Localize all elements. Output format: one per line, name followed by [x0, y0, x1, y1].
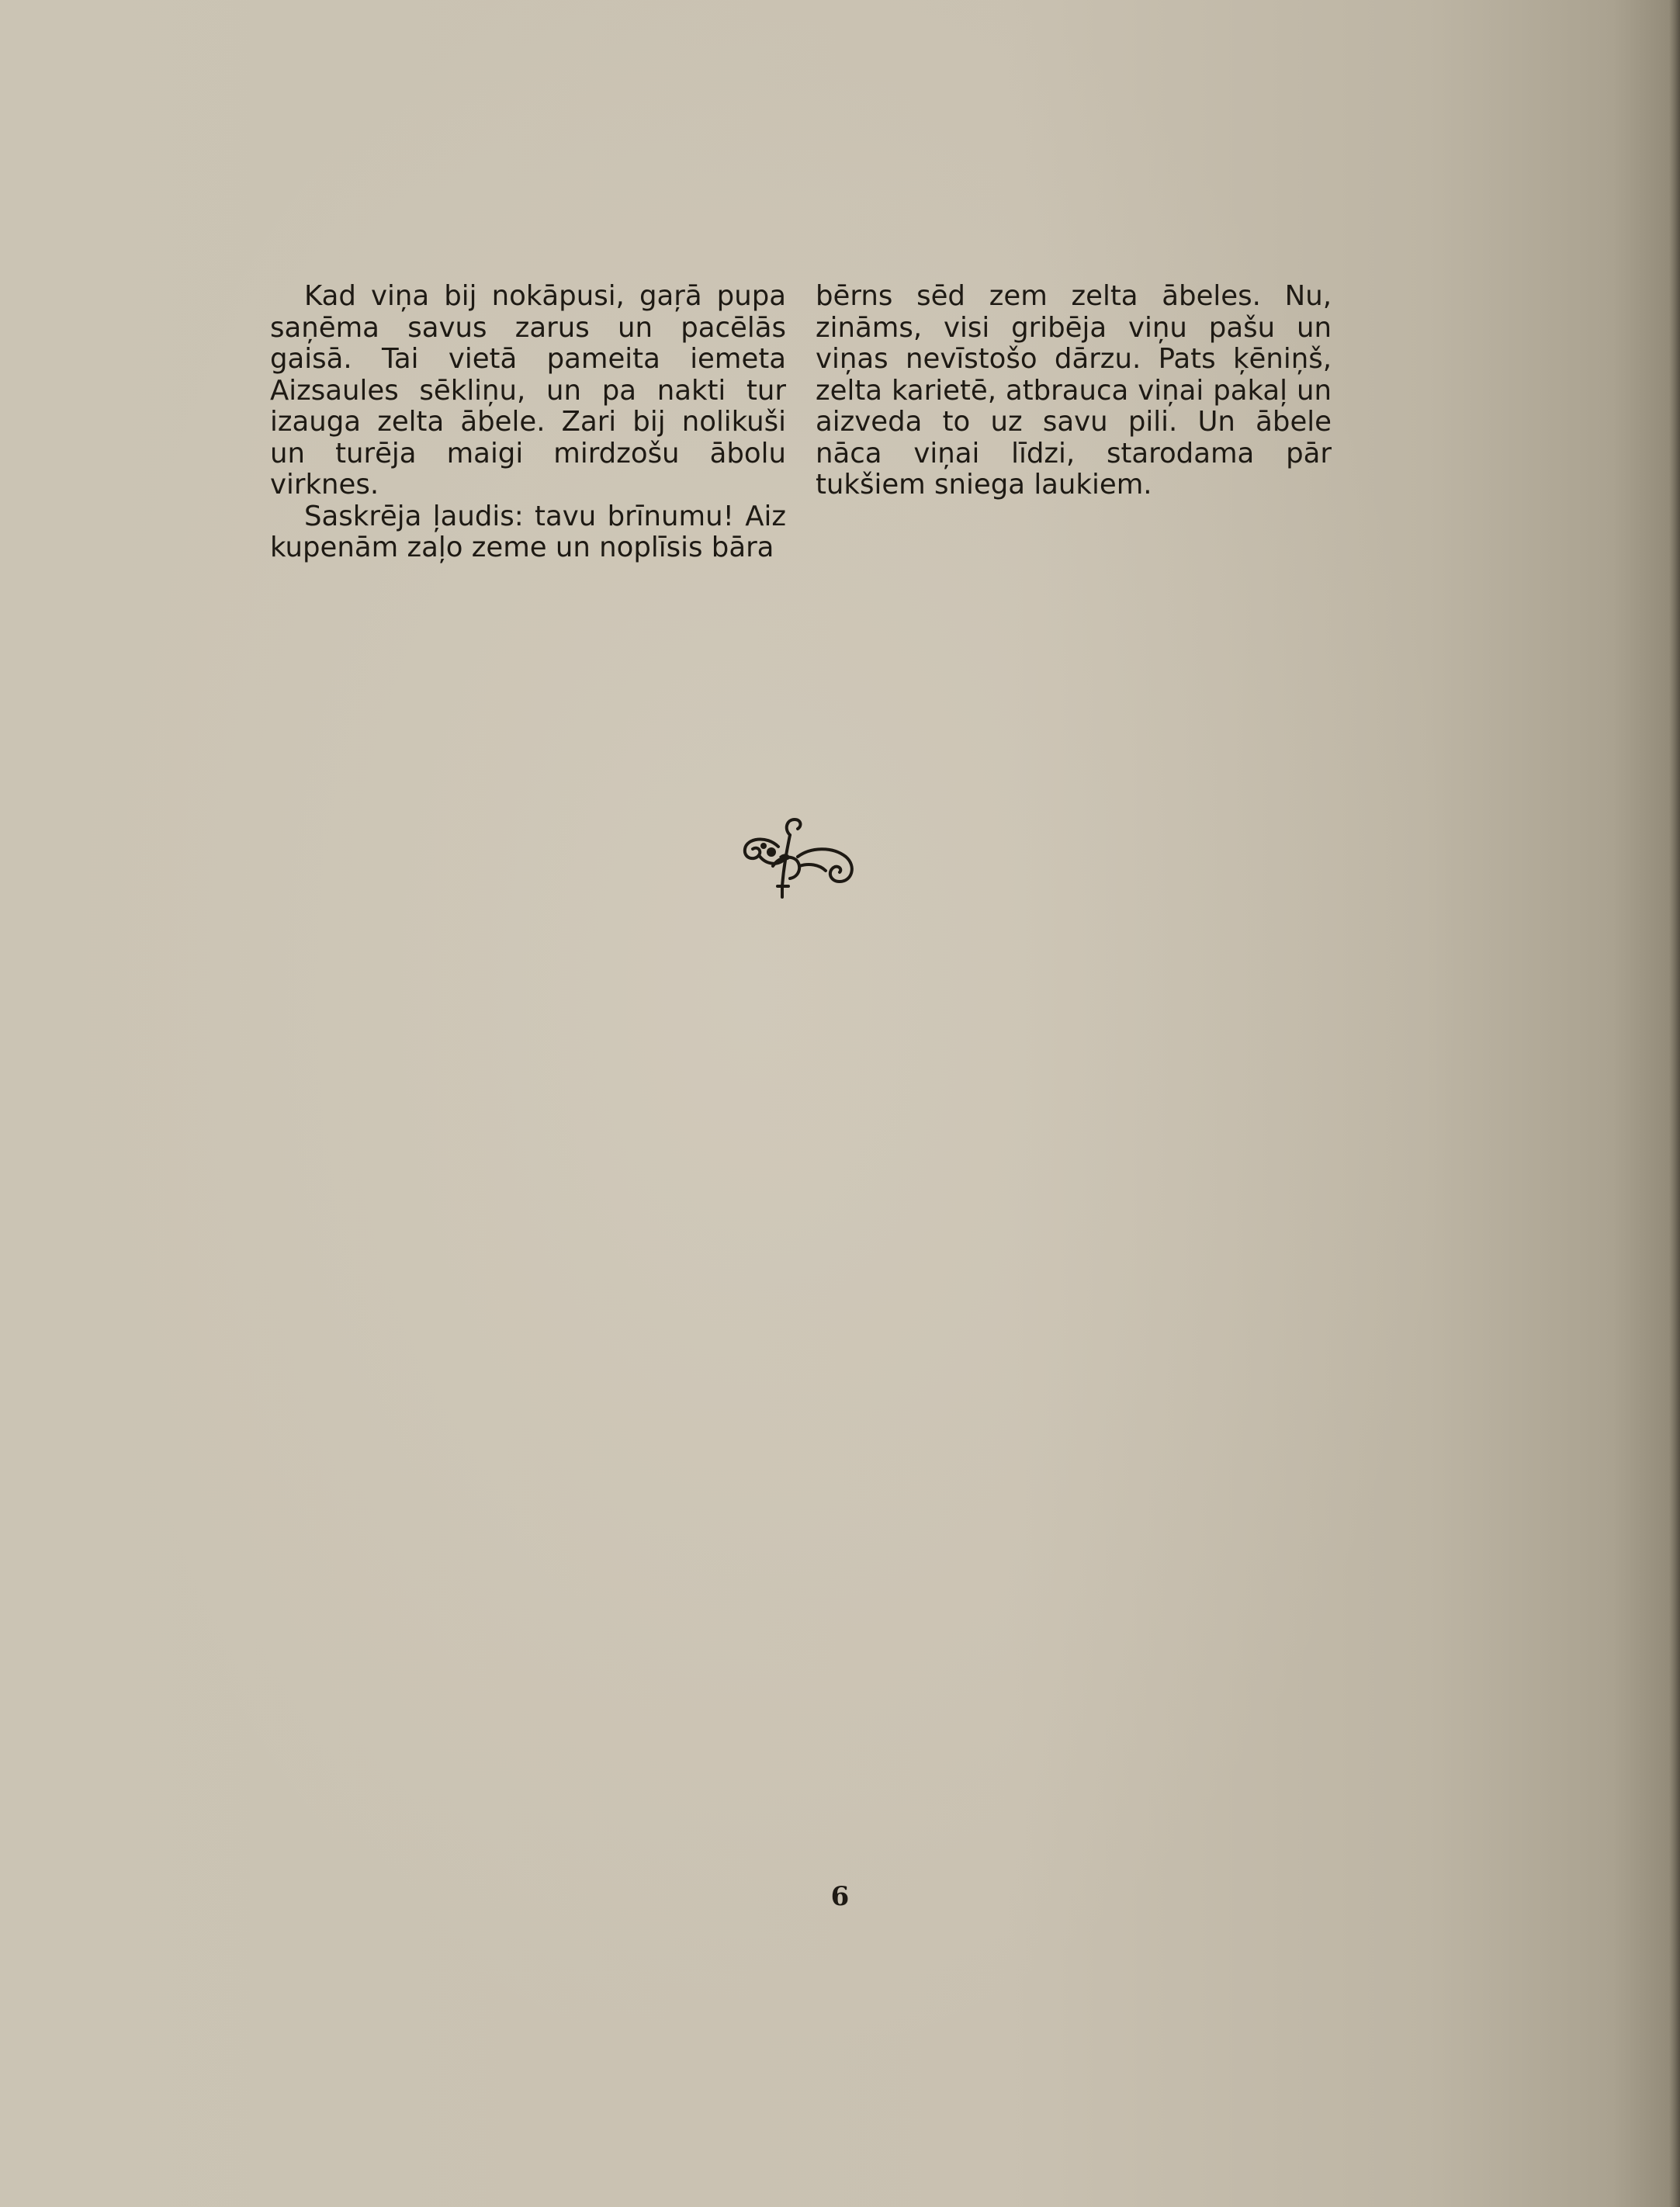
paragraph: Kad viņa bij nokāpusi, gaŗā pupa saņēma savus zarus un pacēlās gaisā. Tai vietā pameita iemeta Aizsaules sēkliņu, un pa nakti tur izauga zelta ābele. Zari bij nolikuši un turēja maigi mirdzošu ābolu virknes.: [270, 280, 786, 501]
floral-vignette-icon: [736, 812, 860, 909]
paragraph: Saskrēja ļaudis: tavu brīnumu! Aiz kupenām zaļo zeme un noplīsis bāra: [270, 500, 786, 563]
text-column-right: [816, 281, 1332, 501]
page-edge-shadow: [1669, 0, 1680, 2207]
page-number: 6: [830, 1881, 850, 1912]
paragraph: bērns sēd zem zelta ābeles. Nu, zināms, visi gribēja viņu pašu un viņas nevīstošo dārzu. Pats ķēniņš, zelta karietē, atbrauca viņai pakaļ un aizveda to uz savu pili. Un ābele nāca viņai līdzi, starodama pār tukšiem sniega laukiem.: [816, 280, 1332, 501]
text-column-left: [270, 281, 786, 564]
